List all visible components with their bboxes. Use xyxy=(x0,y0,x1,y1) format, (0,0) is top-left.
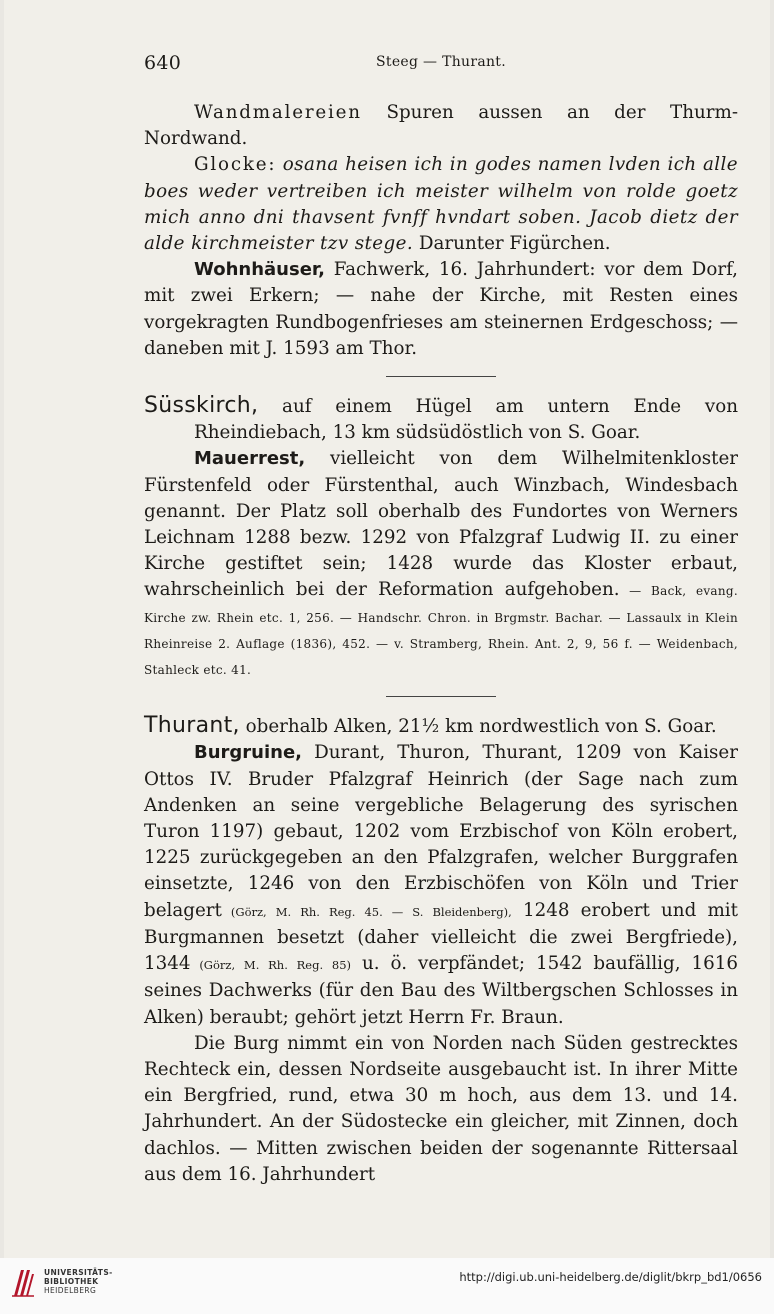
paragraph-wohnhaeuser xyxy=(144,257,738,362)
paragraph-burgruine xyxy=(144,740,738,1030)
paragraph-burg-description xyxy=(144,1031,738,1188)
bold-term: Burgruine, xyxy=(194,742,303,764)
place-heading: Thurant, xyxy=(144,713,240,739)
university-logo-icon xyxy=(10,1266,36,1300)
logo-line: BIBLIOTHEK xyxy=(44,1277,99,1286)
paragraph-text: oberhalb Alken, 21½ km nordwestlich von S. Goar. xyxy=(239,716,717,738)
section-divider xyxy=(386,696,496,697)
paragraph-text: 1248 erobert und mit Burgmannen besetzt (daher vielleicht die zwei Bergfriede), 1344 xyxy=(144,899,738,975)
paragraph-text: Durant, Thuron, Thurant, 1209 von Kaiser Ottos IV. Bruder Pfalzgraf Heinrich (der Sage nach zum Andenken an seine vergebliche Belagerung des syrischen Turon 1197) gebaut, 1202 vom Erzbischof von Köln erobert, 1225 zurückgegeben an den Pfalzgrafen, welcher Burggrafen einsetzte, 1246 von den Erzbischöfen von Köln und Trier belagert xyxy=(144,742,738,921)
running-title: Steeg — Thurant. xyxy=(376,54,506,70)
inline-reference: (Görz, M. Rh. Reg. 45. — S. Bleidenberg), xyxy=(221,904,512,919)
place-heading: Süsskirch, xyxy=(144,393,259,419)
bold-term: Wohnhäuser, xyxy=(194,259,325,281)
paragraph-text: Fachwerk, 16. Jahrhundert: vor dem Dorf, mit zwei Erkern; — nahe der Kirche, mit Resten eines vorgekragten Rundbogenfrieses am steinernen Erdgeschoss; — daneben mit J. 1593 am Thor. xyxy=(144,259,738,359)
paragraph-text: vielleicht von dem Wilhelmitenkloster Fürstenfeld oder Fürstenthal, auch Winzbach, Windesbach genannt. Der Platz soll oberhalb des Fundortes von Werners Leichnam 1288 bezw. 1292 von Pfalzgraf Ludwig II. zu einer Kirche gestiftet sein; 1428 wurde das Kloster erbaut, wahrscheinlich bei der Reformation aufgehoben. xyxy=(144,448,738,601)
permalink-url[interactable]: http://digi.ub.uni-heidelberg.de/diglit/bkrp_bd1/0656 xyxy=(459,1270,762,1284)
bibliography-note: — Back, evang. Kirche zw. Rhein etc. 1, 256. — Handschr. Chron. in Brgmstr. Bachar. — Lassaulx in Klein Rheinreise 2. Auflage (1836), 452. — v. Stramberg, Rhein. Ant. 2, 9, 56 f. — Weidenbach, Stahleck etc. 41. xyxy=(144,584,738,678)
paragraph-text: auf einem Hügel am untern Ende von Rheindiebach, 13 km südsüdöstlich von S. Goar. xyxy=(194,396,738,444)
bell-inscription: osana heisen ich in godes namen lvden ich alle boes weder vertreiben ich meister wilhelm von rolde goetz mich anno dni thavsent fvnff hvndart soben. Jacob dietz der alde kirchmeister tzv stege. xyxy=(144,154,738,255)
inline-reference: (Görz, M. Rh. Reg. 85) xyxy=(190,958,352,973)
entry-thurant xyxy=(144,713,738,740)
spaced-term: Glocke: xyxy=(194,154,277,176)
bold-term: Mauerrest, xyxy=(194,448,306,470)
document-page xyxy=(4,0,770,1258)
page-number: 640 xyxy=(144,52,182,74)
logo-line: HEIDELBERG xyxy=(44,1286,97,1295)
paragraph-glocke xyxy=(144,152,738,257)
university-logo-text xyxy=(44,1268,113,1295)
paragraph-text: Darunter Figürchen. xyxy=(413,233,611,255)
paragraph-text: Die Burg nimmt ein von Norden nach Süden gestrecktes Rechteck ein, dessen Nordseite ausgebaucht ist. In ihrer Mitte ein Bergfried, rund, etwa 30 m hoch, aus dem 13. und 14. Jahrhundert. An der Südostecke ein gleicher, mit Zinnen, doch dachlos. — Mitten zwischen beiden der sogenannte Rittersaal aus dem 16. Jahrhundert xyxy=(144,1032,738,1185)
entry-suesskirch xyxy=(144,393,738,446)
page-body xyxy=(144,100,738,1188)
paragraph-text: u. ö. verpfändet; 1542 baufällig, 1616 seines Dachwerks (für den Bau des Wiltbergschen Schlosses in Alken) beraubt; gehört jetzt Herrn Fr. Braun. xyxy=(144,953,738,1028)
paragraph-text: Spuren aussen an der Thurm-Nordwand. xyxy=(144,102,738,150)
logo-line: UNIVERSITÄTS- xyxy=(44,1268,113,1277)
paragraph-mauerrest xyxy=(144,446,738,682)
page-header xyxy=(144,52,738,76)
paragraph-wandmalereien xyxy=(144,100,738,152)
viewer-footer xyxy=(0,1258,774,1314)
spaced-term: Wandmalereien xyxy=(194,102,362,123)
section-divider xyxy=(386,376,496,377)
